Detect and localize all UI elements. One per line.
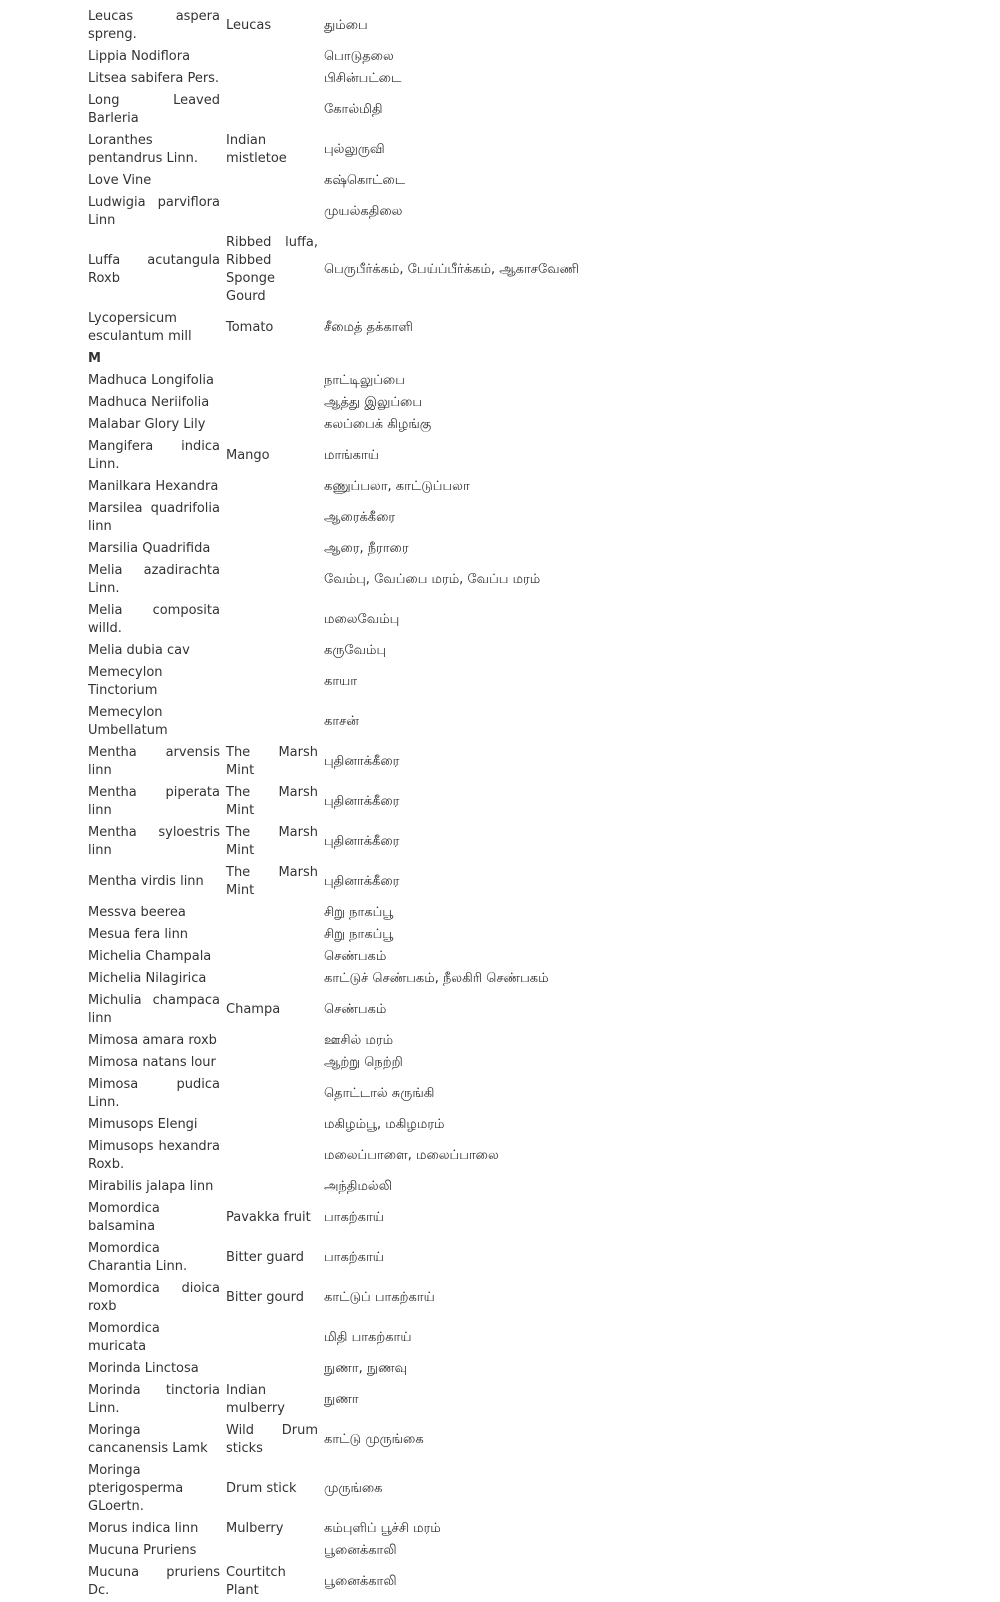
table-row — [85, 232, 847, 308]
table-row — [85, 862, 847, 902]
table-row — [85, 1030, 847, 1052]
english-name-cell: Wild Drum sticks — [226, 1423, 318, 1456]
english-name-cell — [223, 538, 321, 560]
english-name-cell — [223, 370, 321, 392]
botanical-name-cell: Mentha virdis linn — [88, 874, 204, 889]
table-row — [85, 822, 847, 862]
english-name-cell — [223, 1114, 321, 1136]
section-letter: M — [88, 351, 101, 366]
english-name-cell — [223, 600, 321, 640]
table-row — [85, 968, 847, 990]
tamil-name-cell: கஷ்கொட்டை — [324, 173, 406, 188]
tamil-name-cell: பொடுதலை — [324, 49, 394, 64]
tamil-name-cell: ஆத்து இலுப்பை — [324, 395, 423, 410]
botanical-name-cell: Mucuna Pruriens — [88, 1543, 197, 1558]
english-name-cell — [223, 702, 321, 742]
english-name-cell — [223, 476, 321, 498]
table-row — [85, 46, 847, 68]
tamil-name-cell: நாட்டிலுப்பை — [324, 373, 405, 388]
tamil-name-cell: சிறு நாகப்பூ — [324, 927, 394, 942]
table-row — [85, 392, 847, 414]
english-name-cell — [223, 1136, 321, 1176]
botanical-name-cell: Mimosa natans lour — [88, 1055, 216, 1070]
table-row — [85, 782, 847, 822]
english-name-cell — [223, 1074, 321, 1114]
tamil-name-cell: காட்டு முருங்கை — [324, 1432, 424, 1447]
english-name-cell: The Marsh Mint — [226, 825, 318, 858]
english-name-cell — [223, 1318, 321, 1358]
plant-names-table — [85, 6, 847, 1602]
english-name-cell: Drum stick — [226, 1481, 297, 1496]
botanical-name-cell: Morinda Linctosa — [88, 1361, 199, 1376]
table-row — [85, 1318, 847, 1358]
english-name-cell: Ribbed luffa, Ribbed Sponge Gourd — [226, 235, 318, 304]
english-name-cell — [223, 90, 321, 130]
english-name-cell: Courtitch Plant — [226, 1565, 286, 1598]
table-row — [85, 1380, 847, 1420]
tamil-name-cell: கருவேம்பு — [324, 643, 387, 658]
table-row — [85, 192, 847, 232]
tamil-name-cell: செண்பகம் — [324, 1002, 387, 1017]
tamil-name-cell: ஆரை, நீராரை — [324, 541, 409, 556]
table-row — [85, 170, 847, 192]
botanical-name-cell: Litsea sabifera Pers. — [88, 71, 220, 86]
tamil-name-cell: தொட்டால் சுருங்கி — [324, 1086, 435, 1101]
english-name-cell: Pavakka fruit — [226, 1210, 311, 1225]
table-row — [85, 538, 847, 560]
botanical-name-cell: Momordica balsamina — [88, 1201, 160, 1234]
tamil-name-cell: அந்திமல்லி — [324, 1179, 392, 1194]
table-row — [85, 414, 847, 436]
tamil-name-cell: புதினாக்கீரை — [324, 874, 400, 889]
tamil-name-cell: காட்டுச் செண்பகம், நீலகிரி செண்பகம் — [324, 971, 549, 986]
table-row — [85, 308, 847, 348]
tamil-name-cell: புதினாக்கீரை — [324, 834, 400, 849]
english-name-cell — [223, 392, 321, 414]
english-name-cell — [223, 1540, 321, 1562]
table-row — [85, 1540, 847, 1562]
botanical-name-cell: Mimosa pudica Linn. — [88, 1077, 220, 1110]
botanical-name-cell: Mimosa amara roxb — [88, 1033, 217, 1048]
botanical-name-cell: Memecylon Umbellatum — [88, 705, 168, 738]
tamil-name-cell: காட்டுப் பாகற்காய் — [324, 1290, 435, 1305]
tamil-name-cell: மிதி பாகற்காய் — [324, 1330, 412, 1345]
tamil-name-cell: கோல்மிதி — [324, 102, 383, 117]
table-row — [85, 742, 847, 782]
botanical-name-cell: Michelia Nilagirica — [88, 971, 207, 986]
english-name-cell — [223, 1358, 321, 1380]
table-row — [85, 902, 847, 924]
tamil-name-cell: நுணா — [324, 1392, 359, 1407]
botanical-name-cell: Mentha arvensis linn — [88, 745, 220, 778]
english-name-cell — [223, 1176, 321, 1198]
english-name-cell — [223, 1052, 321, 1074]
english-name-cell — [223, 1030, 321, 1052]
english-name-cell: Leucas — [226, 18, 272, 33]
botanical-name-cell: Melia azadirachta Linn. — [88, 563, 220, 596]
table-row — [85, 1278, 847, 1318]
table-row — [85, 130, 847, 170]
tamil-name-cell: முருங்கை — [324, 1481, 383, 1496]
table-row — [85, 370, 847, 392]
table-row — [85, 1074, 847, 1114]
english-name-cell: Indian mulberry — [226, 1383, 285, 1416]
botanical-name-cell: Madhuca Longifolia — [88, 373, 214, 388]
botanical-name-cell: Moringa pterigosperma GLoertn. — [88, 1463, 184, 1514]
table-row — [85, 640, 847, 662]
english-name-cell: Mulberry — [226, 1521, 284, 1536]
tamil-name-cell: மகிழம்பூ, மகிழமரம் — [324, 1117, 445, 1132]
english-name-cell: The Marsh Mint — [226, 865, 318, 898]
botanical-name-cell: Messva beerea — [88, 905, 186, 920]
tamil-name-cell: பாகற்காய் — [324, 1250, 384, 1265]
botanical-name-cell: Marsilea quadrifolia linn — [88, 501, 220, 534]
tamil-name-cell: காசன் — [324, 714, 359, 729]
tamil-name-cell: செண்பகம் — [324, 949, 387, 964]
section-row — [85, 348, 847, 370]
tamil-name-cell: தும்பை — [324, 18, 368, 33]
tamil-name-cell: பூனைக்காலி — [324, 1543, 397, 1558]
botanical-name-cell: Momordica Charantia Linn. — [88, 1241, 188, 1274]
tamil-name-cell: மலைவேம்பு — [324, 612, 400, 627]
english-name-cell — [223, 946, 321, 968]
botanical-name-cell: Michelia Champala — [88, 949, 212, 964]
table-row — [85, 1136, 847, 1176]
botanical-name-cell: Mimusops Elengi — [88, 1117, 198, 1132]
tamil-name-cell: புதினாக்கீரை — [324, 754, 400, 769]
table-row — [85, 1198, 847, 1238]
tamil-name-cell: பிசின்பட்டை — [324, 71, 402, 86]
english-name-cell — [223, 902, 321, 924]
botanical-name-cell: Mirabilis jalapa linn — [88, 1179, 214, 1194]
english-name-cell: The Marsh Mint — [226, 745, 318, 778]
tamil-name-cell: புதினாக்கீரை — [324, 794, 400, 809]
botanical-name-cell: Melia composita willd. — [88, 603, 220, 636]
botanical-name-cell: Memecylon Tinctorium — [88, 665, 163, 698]
tamil-name-cell: மலைப்பாளை, மலைப்பாலை — [324, 1148, 499, 1163]
tamil-name-cell: ஊசில் மரம் — [324, 1033, 394, 1048]
table-row — [85, 68, 847, 90]
tamil-name-cell: கணுப்பலா, காட்டுப்பலா — [324, 479, 470, 494]
table-row — [85, 1052, 847, 1074]
english-name-cell — [223, 662, 321, 702]
botanical-name-cell: Love Vine — [88, 173, 152, 188]
tamil-name-cell: ஆரைக்கீரை — [324, 510, 396, 525]
botanical-name-cell: Long Leaved Barleria — [88, 93, 220, 126]
tamil-name-cell: மாங்காய் — [324, 448, 379, 463]
tamil-name-cell: கம்புளிப் பூச்சி மரம் — [324, 1521, 441, 1536]
english-name-cell: Indian mistletoe — [226, 133, 287, 166]
botanical-name-cell: Michulia champaca linn — [88, 993, 220, 1026]
botanical-name-cell: Morus indica linn — [88, 1521, 199, 1536]
botanical-name-cell: Madhuca Neriifolia — [88, 395, 210, 410]
table-row — [85, 476, 847, 498]
botanical-name-cell: Mentha syloestris linn — [88, 825, 220, 858]
botanical-name-cell: Moringa cancanensis Lamk — [88, 1423, 208, 1456]
english-name-cell — [223, 170, 321, 192]
tamil-name-cell: பாகற்காய் — [324, 1210, 384, 1225]
table-row — [85, 1460, 847, 1518]
table-row — [85, 498, 847, 538]
botanical-name-cell: Mucuna pruriens Dc. — [88, 1565, 220, 1598]
english-name-cell — [223, 968, 321, 990]
table-row — [85, 1518, 847, 1540]
tamil-name-cell: காயா — [324, 674, 358, 689]
table-row — [85, 90, 847, 130]
botanical-name-cell: Marsilia Quadrifida — [88, 541, 211, 556]
english-name-cell: Tomato — [226, 320, 274, 335]
tamil-name-cell: சிறு நாகப்பூ — [324, 905, 394, 920]
tamil-name-cell: பூனைக்காலி — [324, 1574, 397, 1589]
tamil-name-cell: சீமைத் தக்காளி — [324, 320, 413, 335]
botanical-name-cell: Luffa acutangula Roxb — [88, 253, 220, 286]
english-name-cell — [223, 924, 321, 946]
botanical-name-cell: Mentha piperata linn — [88, 785, 220, 818]
english-name-cell — [223, 560, 321, 600]
tamil-name-cell: கலப்பைக் கிழங்கு — [324, 417, 432, 432]
botanical-name-cell: Momordica dioica roxb — [88, 1281, 220, 1314]
table-row — [85, 436, 847, 476]
table-row — [85, 946, 847, 968]
botanical-name-cell: Melia dubia cav — [88, 643, 190, 658]
table-row — [85, 1562, 847, 1602]
table-row — [85, 662, 847, 702]
botanical-name-cell: Leucas aspera spreng. — [88, 9, 220, 42]
english-name-cell: Bitter guard — [226, 1250, 305, 1265]
english-name-cell — [223, 68, 321, 90]
botanical-name-cell: Loranthes pentandrus Linn. — [88, 133, 198, 166]
botanical-name-cell: Mangifera indica Linn. — [88, 439, 220, 472]
english-name-cell — [223, 640, 321, 662]
table-row — [85, 560, 847, 600]
tamil-name-cell: ஆற்று நெற்றி — [324, 1055, 403, 1070]
table-row — [85, 1420, 847, 1460]
botanical-name-cell: Lippia Nodiflora — [88, 49, 191, 64]
english-name-cell — [223, 414, 321, 436]
botanical-name-cell: Malabar Glory Lily — [88, 417, 206, 432]
botanical-name-cell: Mimusops hexandra Roxb. — [88, 1139, 220, 1172]
table-row — [85, 990, 847, 1030]
table-row — [85, 6, 847, 46]
botanical-name-cell: Lycopersicum esculantum mill — [88, 311, 192, 344]
botanical-name-cell: Manilkara Hexandra — [88, 479, 219, 494]
plant-names-table-body — [85, 6, 847, 1602]
botanical-name-cell: Mesua fera linn — [88, 927, 189, 942]
table-row — [85, 924, 847, 946]
tamil-name-cell: பெருபீர்க்கம், பேய்ப்பீர்க்கம், ஆகாசவேணி — [324, 262, 579, 277]
table-row — [85, 1238, 847, 1278]
english-name-cell — [223, 46, 321, 68]
table-row — [85, 1176, 847, 1198]
botanical-name-cell: Momordica muricata — [88, 1321, 160, 1354]
tamil-name-cell: நுணா, நுணவு — [324, 1361, 408, 1376]
botanical-name-cell: Morinda tinctoria Linn. — [88, 1383, 220, 1416]
english-name-cell: The Marsh Mint — [226, 785, 318, 818]
english-name-cell: Champa — [226, 1002, 281, 1017]
table-row — [85, 600, 847, 640]
english-name-cell: Bitter gourd — [226, 1290, 305, 1305]
english-name-cell — [223, 498, 321, 538]
table-row — [85, 1358, 847, 1380]
table-row — [85, 1114, 847, 1136]
tamil-name-cell: முயல்கதிலை — [324, 204, 403, 219]
botanical-name-cell: Ludwigia parviflora Linn — [88, 195, 220, 228]
english-name-cell: Mango — [226, 448, 270, 463]
tamil-name-cell: புல்லுருவி — [324, 142, 385, 157]
table-row — [85, 702, 847, 742]
english-name-cell — [223, 192, 321, 232]
tamil-name-cell: வேம்பு, வேப்பை மரம், வேப்ப மரம் — [324, 572, 541, 587]
